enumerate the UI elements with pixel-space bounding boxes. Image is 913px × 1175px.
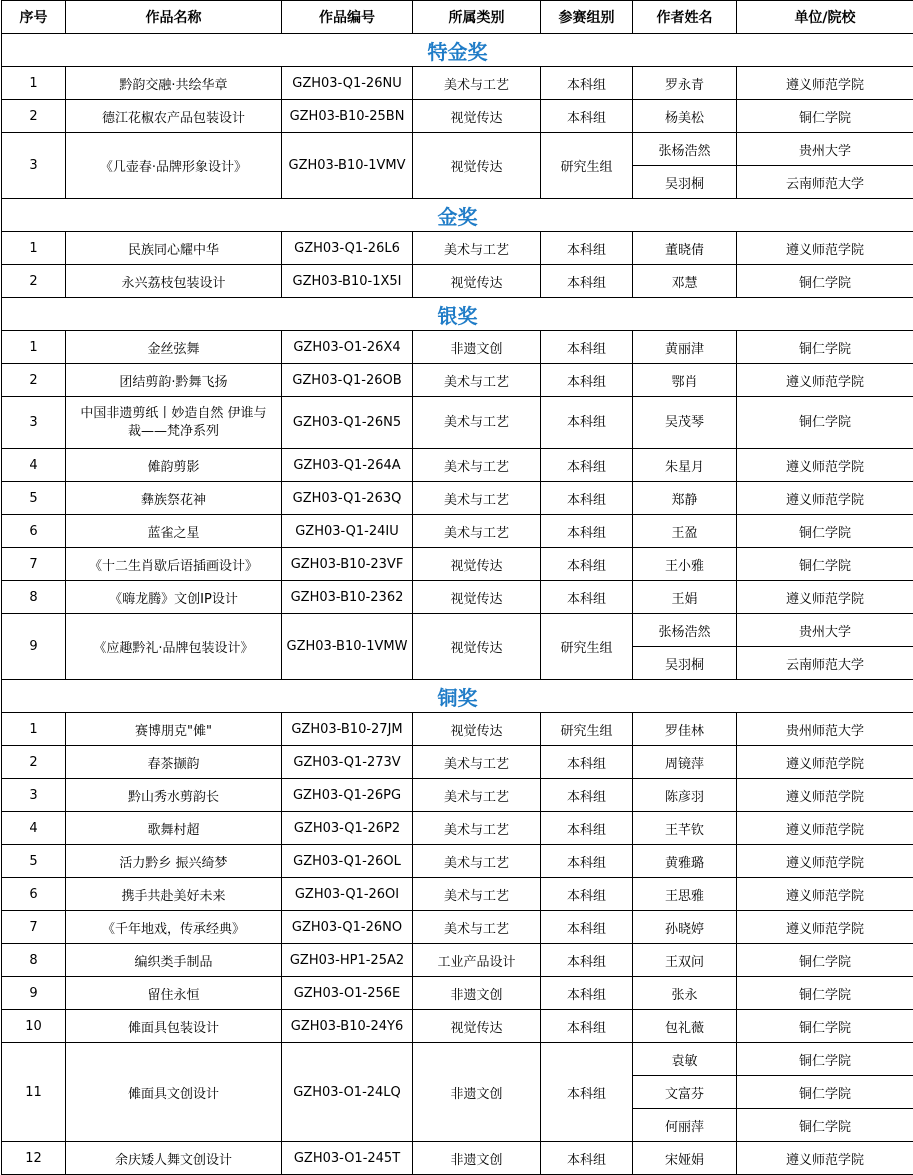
cell-name: 黔山秀水剪韵长 bbox=[66, 779, 282, 812]
cell-school: 铜仁学院 bbox=[737, 265, 913, 298]
cell-no: 3 bbox=[2, 133, 66, 199]
cell-category: 美术与工艺 bbox=[413, 449, 541, 482]
cell-group: 本科组 bbox=[541, 232, 633, 265]
cell-school: 铜仁学院 bbox=[737, 1043, 913, 1076]
cell-category: 视觉传达 bbox=[413, 265, 541, 298]
cell-no: 5 bbox=[2, 845, 66, 878]
cell-group: 本科组 bbox=[541, 1142, 633, 1175]
cell-author: 张杨浩然 bbox=[633, 614, 737, 647]
cell-category: 视觉传达 bbox=[413, 713, 541, 746]
cell-group: 本科组 bbox=[541, 548, 633, 581]
cell-category: 美术与工艺 bbox=[413, 364, 541, 397]
table-row bbox=[2, 515, 913, 548]
cell-code: GZH03-Q1-26NO bbox=[282, 911, 413, 944]
cell-group: 本科组 bbox=[541, 779, 633, 812]
cell-school: 遵义师范学院 bbox=[737, 779, 913, 812]
cell-school: 云南师范大学 bbox=[737, 647, 913, 680]
cell-author: 张永 bbox=[633, 977, 737, 1010]
cell-name: 彝族祭花神 bbox=[66, 482, 282, 515]
cell-name: 金丝弦舞 bbox=[66, 331, 282, 364]
cell-code: GZH03-B10-24Y6 bbox=[282, 1010, 413, 1043]
cell-school: 贵州大学 bbox=[737, 614, 913, 647]
header-no: 序号 bbox=[2, 1, 66, 34]
cell-school: 遵义师范学院 bbox=[737, 845, 913, 878]
cell-no: 4 bbox=[2, 812, 66, 845]
cell-school: 遵义师范学院 bbox=[737, 1142, 913, 1175]
header-code: 作品编号 bbox=[282, 1, 413, 34]
cell-group: 研究生组 bbox=[541, 713, 633, 746]
cell-code: GZH03-Q1-26P2 bbox=[282, 812, 413, 845]
cell-no: 6 bbox=[2, 878, 66, 911]
cell-category: 美术与工艺 bbox=[413, 812, 541, 845]
cell-author: 董晓倩 bbox=[633, 232, 737, 265]
award-section-row bbox=[2, 34, 913, 67]
cell-category: 视觉传达 bbox=[413, 548, 541, 581]
cell-group: 本科组 bbox=[541, 911, 633, 944]
cell-school: 铜仁学院 bbox=[737, 548, 913, 581]
cell-school: 遵义师范学院 bbox=[737, 364, 913, 397]
cell-no: 8 bbox=[2, 944, 66, 977]
cell-author: 郑静 bbox=[633, 482, 737, 515]
cell-code: GZH03-O1-26X4 bbox=[282, 331, 413, 364]
cell-name: 民族同心耀中华 bbox=[66, 232, 282, 265]
cell-name: 团结剪韵·黔舞飞扬 bbox=[66, 364, 282, 397]
cell-category: 美术与工艺 bbox=[413, 746, 541, 779]
cell-school: 贵州师范大学 bbox=[737, 713, 913, 746]
cell-code: GZH03-HP1-25A2 bbox=[282, 944, 413, 977]
cell-code: GZH03-Q1-26N5 bbox=[282, 397, 413, 449]
header-category: 所属类别 bbox=[413, 1, 541, 34]
cell-author: 周镜萍 bbox=[633, 746, 737, 779]
cell-author: 文富芬 bbox=[633, 1076, 737, 1109]
cell-author: 王芊钦 bbox=[633, 812, 737, 845]
cell-name: 余庆矮人舞文创设计 bbox=[66, 1142, 282, 1175]
cell-code: GZH03-Q1-263Q bbox=[282, 482, 413, 515]
cell-code: GZH03-Q1-24IU bbox=[282, 515, 413, 548]
cell-school: 铜仁学院 bbox=[737, 515, 913, 548]
cell-name: 歌舞村超 bbox=[66, 812, 282, 845]
cell-no: 12 bbox=[2, 1142, 66, 1175]
cell-group: 本科组 bbox=[541, 878, 633, 911]
cell-author: 王小雅 bbox=[633, 548, 737, 581]
cell-name: 傩面具包装设计 bbox=[66, 1010, 282, 1043]
cell-category: 美术与工艺 bbox=[413, 232, 541, 265]
table-row bbox=[2, 548, 913, 581]
cell-name: 永兴荔枝包装设计 bbox=[66, 265, 282, 298]
table-row bbox=[2, 100, 913, 133]
table-row bbox=[2, 746, 913, 779]
table-row bbox=[2, 1142, 913, 1175]
cell-no: 2 bbox=[2, 746, 66, 779]
cell-school: 遵义师范学院 bbox=[737, 581, 913, 614]
cell-no: 10 bbox=[2, 1010, 66, 1043]
cell-no: 9 bbox=[2, 977, 66, 1010]
cell-category: 美术与工艺 bbox=[413, 878, 541, 911]
header-author: 作者姓名 bbox=[633, 1, 737, 34]
cell-no: 3 bbox=[2, 779, 66, 812]
cell-school: 铜仁学院 bbox=[737, 1076, 913, 1109]
cell-school: 遵义师范学院 bbox=[737, 67, 913, 100]
cell-author: 吴羽桐 bbox=[633, 647, 737, 680]
table-row bbox=[2, 67, 913, 100]
cell-name: 赛博朋克"傩" bbox=[66, 713, 282, 746]
table-row bbox=[2, 812, 913, 845]
cell-author: 罗永青 bbox=[633, 67, 737, 100]
table-row bbox=[2, 449, 913, 482]
cell-name: 留住永恒 bbox=[66, 977, 282, 1010]
cell-code: GZH03-Q1-26PG bbox=[282, 779, 413, 812]
cell-name: 《嗨龙腾》文创IP设计 bbox=[66, 581, 282, 614]
cell-category: 非遗文创 bbox=[413, 1142, 541, 1175]
award-title: 特金奖 bbox=[2, 34, 913, 67]
award-section-row bbox=[2, 199, 913, 232]
cell-author: 鄂肖 bbox=[633, 364, 737, 397]
cell-author: 黄丽津 bbox=[633, 331, 737, 364]
cell-name: 黔韵交融·共绘华章 bbox=[66, 67, 282, 100]
cell-group: 本科组 bbox=[541, 67, 633, 100]
table-row bbox=[2, 1043, 913, 1076]
award-section-row bbox=[2, 680, 913, 713]
cell-category: 视觉传达 bbox=[413, 614, 541, 680]
cell-author: 包礼薇 bbox=[633, 1010, 737, 1043]
cell-school: 遵义师范学院 bbox=[737, 911, 913, 944]
awards-table bbox=[1, 0, 913, 1175]
cell-school: 云南师范大学 bbox=[737, 166, 913, 199]
cell-no: 5 bbox=[2, 482, 66, 515]
cell-category: 视觉传达 bbox=[413, 581, 541, 614]
award-title: 铜奖 bbox=[2, 680, 913, 713]
cell-code: GZH03-B10-1X5I bbox=[282, 265, 413, 298]
table-row bbox=[2, 265, 913, 298]
cell-author: 王双问 bbox=[633, 944, 737, 977]
cell-code: GZH03-Q1-26OB bbox=[282, 364, 413, 397]
table-row bbox=[2, 232, 913, 265]
cell-code: GZH03-O1-256E bbox=[282, 977, 413, 1010]
cell-no: 6 bbox=[2, 515, 66, 548]
cell-group: 本科组 bbox=[541, 746, 633, 779]
cell-group: 本科组 bbox=[541, 944, 633, 977]
cell-code: GZH03-B10-25BN bbox=[282, 100, 413, 133]
award-section-row bbox=[2, 298, 913, 331]
cell-name: 《十二生肖歇后语插画设计》 bbox=[66, 548, 282, 581]
cell-group: 本科组 bbox=[541, 397, 633, 449]
cell-author: 王娟 bbox=[633, 581, 737, 614]
cell-code: GZH03-B10-1VMW bbox=[282, 614, 413, 680]
cell-author: 杨美松 bbox=[633, 100, 737, 133]
cell-no: 9 bbox=[2, 614, 66, 680]
cell-category: 美术与工艺 bbox=[413, 845, 541, 878]
cell-code: GZH03-Q1-264A bbox=[282, 449, 413, 482]
table-row bbox=[2, 397, 913, 449]
cell-group: 本科组 bbox=[541, 100, 633, 133]
cell-name: 《几壶春·品牌形象设计》 bbox=[66, 133, 282, 199]
cell-group: 本科组 bbox=[541, 265, 633, 298]
cell-author: 吴茂琴 bbox=[633, 397, 737, 449]
table-body bbox=[2, 34, 913, 1175]
cell-no: 7 bbox=[2, 911, 66, 944]
cell-category: 视觉传达 bbox=[413, 1010, 541, 1043]
cell-category: 非遗文创 bbox=[413, 331, 541, 364]
cell-category: 美术与工艺 bbox=[413, 779, 541, 812]
table-row bbox=[2, 614, 913, 647]
table-row bbox=[2, 845, 913, 878]
table-row bbox=[2, 977, 913, 1010]
cell-no: 1 bbox=[2, 67, 66, 100]
table-row bbox=[2, 911, 913, 944]
cell-group: 本科组 bbox=[541, 1010, 633, 1043]
cell-no: 1 bbox=[2, 713, 66, 746]
cell-school: 铜仁学院 bbox=[737, 1010, 913, 1043]
cell-school: 铜仁学院 bbox=[737, 1109, 913, 1142]
table-row bbox=[2, 779, 913, 812]
cell-author: 张杨浩然 bbox=[633, 133, 737, 166]
cell-no: 1 bbox=[2, 331, 66, 364]
table-row bbox=[2, 581, 913, 614]
cell-group: 本科组 bbox=[541, 812, 633, 845]
cell-school: 铜仁学院 bbox=[737, 977, 913, 1010]
cell-author: 王思雅 bbox=[633, 878, 737, 911]
cell-code: GZH03-B10-1VMV bbox=[282, 133, 413, 199]
cell-category: 美术与工艺 bbox=[413, 482, 541, 515]
award-title: 银奖 bbox=[2, 298, 913, 331]
cell-name: 傩韵剪影 bbox=[66, 449, 282, 482]
cell-code: GZH03-O1-245T bbox=[282, 1142, 413, 1175]
cell-school: 铜仁学院 bbox=[737, 944, 913, 977]
cell-code: GZH03-Q1-273V bbox=[282, 746, 413, 779]
cell-author: 朱星月 bbox=[633, 449, 737, 482]
cell-category: 非遗文创 bbox=[413, 977, 541, 1010]
cell-group: 本科组 bbox=[541, 581, 633, 614]
cell-category: 非遗文创 bbox=[413, 1043, 541, 1142]
cell-group: 本科组 bbox=[541, 449, 633, 482]
cell-code: GZH03-Q1-26OI bbox=[282, 878, 413, 911]
cell-author: 邓慧 bbox=[633, 265, 737, 298]
cell-school: 贵州大学 bbox=[737, 133, 913, 166]
cell-author: 王盈 bbox=[633, 515, 737, 548]
cell-no: 7 bbox=[2, 548, 66, 581]
cell-no: 8 bbox=[2, 581, 66, 614]
cell-name: 德江花椒农产品包装设计 bbox=[66, 100, 282, 133]
cell-school: 遵义师范学院 bbox=[737, 746, 913, 779]
cell-no: 2 bbox=[2, 100, 66, 133]
header-school: 单位/院校 bbox=[737, 1, 913, 34]
cell-group: 本科组 bbox=[541, 364, 633, 397]
cell-no: 11 bbox=[2, 1043, 66, 1142]
cell-author: 袁敏 bbox=[633, 1043, 737, 1076]
cell-author: 宋娅娟 bbox=[633, 1142, 737, 1175]
cell-code: GZH03-Q1-26OL bbox=[282, 845, 413, 878]
cell-no: 4 bbox=[2, 449, 66, 482]
cell-name: 《应趣黔礼·品牌包装设计》 bbox=[66, 614, 282, 680]
cell-group: 本科组 bbox=[541, 1043, 633, 1142]
cell-author: 罗佳林 bbox=[633, 713, 737, 746]
cell-group: 本科组 bbox=[541, 515, 633, 548]
cell-no: 3 bbox=[2, 397, 66, 449]
cell-school: 铜仁学院 bbox=[737, 100, 913, 133]
cell-name: 蓝雀之星 bbox=[66, 515, 282, 548]
table-row bbox=[2, 1010, 913, 1043]
cell-school: 铜仁学院 bbox=[737, 397, 913, 449]
cell-category: 美术与工艺 bbox=[413, 515, 541, 548]
cell-author: 何丽萍 bbox=[633, 1109, 737, 1142]
table-row bbox=[2, 944, 913, 977]
cell-category: 视觉传达 bbox=[413, 100, 541, 133]
cell-code: GZH03-B10-23VF bbox=[282, 548, 413, 581]
cell-group: 本科组 bbox=[541, 331, 633, 364]
cell-name: 傩面具文创设计 bbox=[66, 1043, 282, 1142]
cell-name: 编织类手制品 bbox=[66, 944, 282, 977]
cell-name: 中国非遗剪纸丨妙造自然 伊谁与裁——梵净系列 bbox=[66, 397, 282, 449]
cell-code: GZH03-O1-24LQ bbox=[282, 1043, 413, 1142]
cell-author: 孙晓婷 bbox=[633, 911, 737, 944]
cell-code: GZH03-B10-2362 bbox=[282, 581, 413, 614]
cell-no: 1 bbox=[2, 232, 66, 265]
cell-author: 吴羽桐 bbox=[633, 166, 737, 199]
cell-school: 遵义师范学院 bbox=[737, 482, 913, 515]
table-row bbox=[2, 331, 913, 364]
cell-school: 铜仁学院 bbox=[737, 331, 913, 364]
cell-school: 遵义师范学院 bbox=[737, 812, 913, 845]
header-name: 作品名称 bbox=[66, 1, 282, 34]
table-row bbox=[2, 133, 913, 166]
header-group: 参赛组别 bbox=[541, 1, 633, 34]
cell-school: 遵义师范学院 bbox=[737, 232, 913, 265]
cell-name: 《千年地戏，传承经典》 bbox=[66, 911, 282, 944]
cell-school: 遵义师范学院 bbox=[737, 449, 913, 482]
cell-name: 携手共赴美好未来 bbox=[66, 878, 282, 911]
cell-group: 本科组 bbox=[541, 482, 633, 515]
cell-no: 2 bbox=[2, 364, 66, 397]
table-row bbox=[2, 364, 913, 397]
cell-category: 美术与工艺 bbox=[413, 397, 541, 449]
award-title: 金奖 bbox=[2, 199, 913, 232]
cell-author: 黄雅璐 bbox=[633, 845, 737, 878]
cell-name: 活力黔乡 振兴绮梦 bbox=[66, 845, 282, 878]
cell-group: 研究生组 bbox=[541, 133, 633, 199]
table-row bbox=[2, 713, 913, 746]
table-row bbox=[2, 482, 913, 515]
cell-group: 本科组 bbox=[541, 977, 633, 1010]
cell-category: 美术与工艺 bbox=[413, 911, 541, 944]
cell-code: GZH03-B10-27JM bbox=[282, 713, 413, 746]
header-row bbox=[2, 1, 913, 34]
table-row bbox=[2, 878, 913, 911]
cell-group: 研究生组 bbox=[541, 614, 633, 680]
cell-category: 工业产品设计 bbox=[413, 944, 541, 977]
cell-name: 春茶撷韵 bbox=[66, 746, 282, 779]
cell-category: 美术与工艺 bbox=[413, 67, 541, 100]
cell-category: 视觉传达 bbox=[413, 133, 541, 199]
cell-author: 陈彦羽 bbox=[633, 779, 737, 812]
cell-school: 遵义师范学院 bbox=[737, 878, 913, 911]
cell-code: GZH03-Q1-26L6 bbox=[282, 232, 413, 265]
cell-code: GZH03-Q1-26NU bbox=[282, 67, 413, 100]
cell-no: 2 bbox=[2, 265, 66, 298]
cell-group: 本科组 bbox=[541, 845, 633, 878]
